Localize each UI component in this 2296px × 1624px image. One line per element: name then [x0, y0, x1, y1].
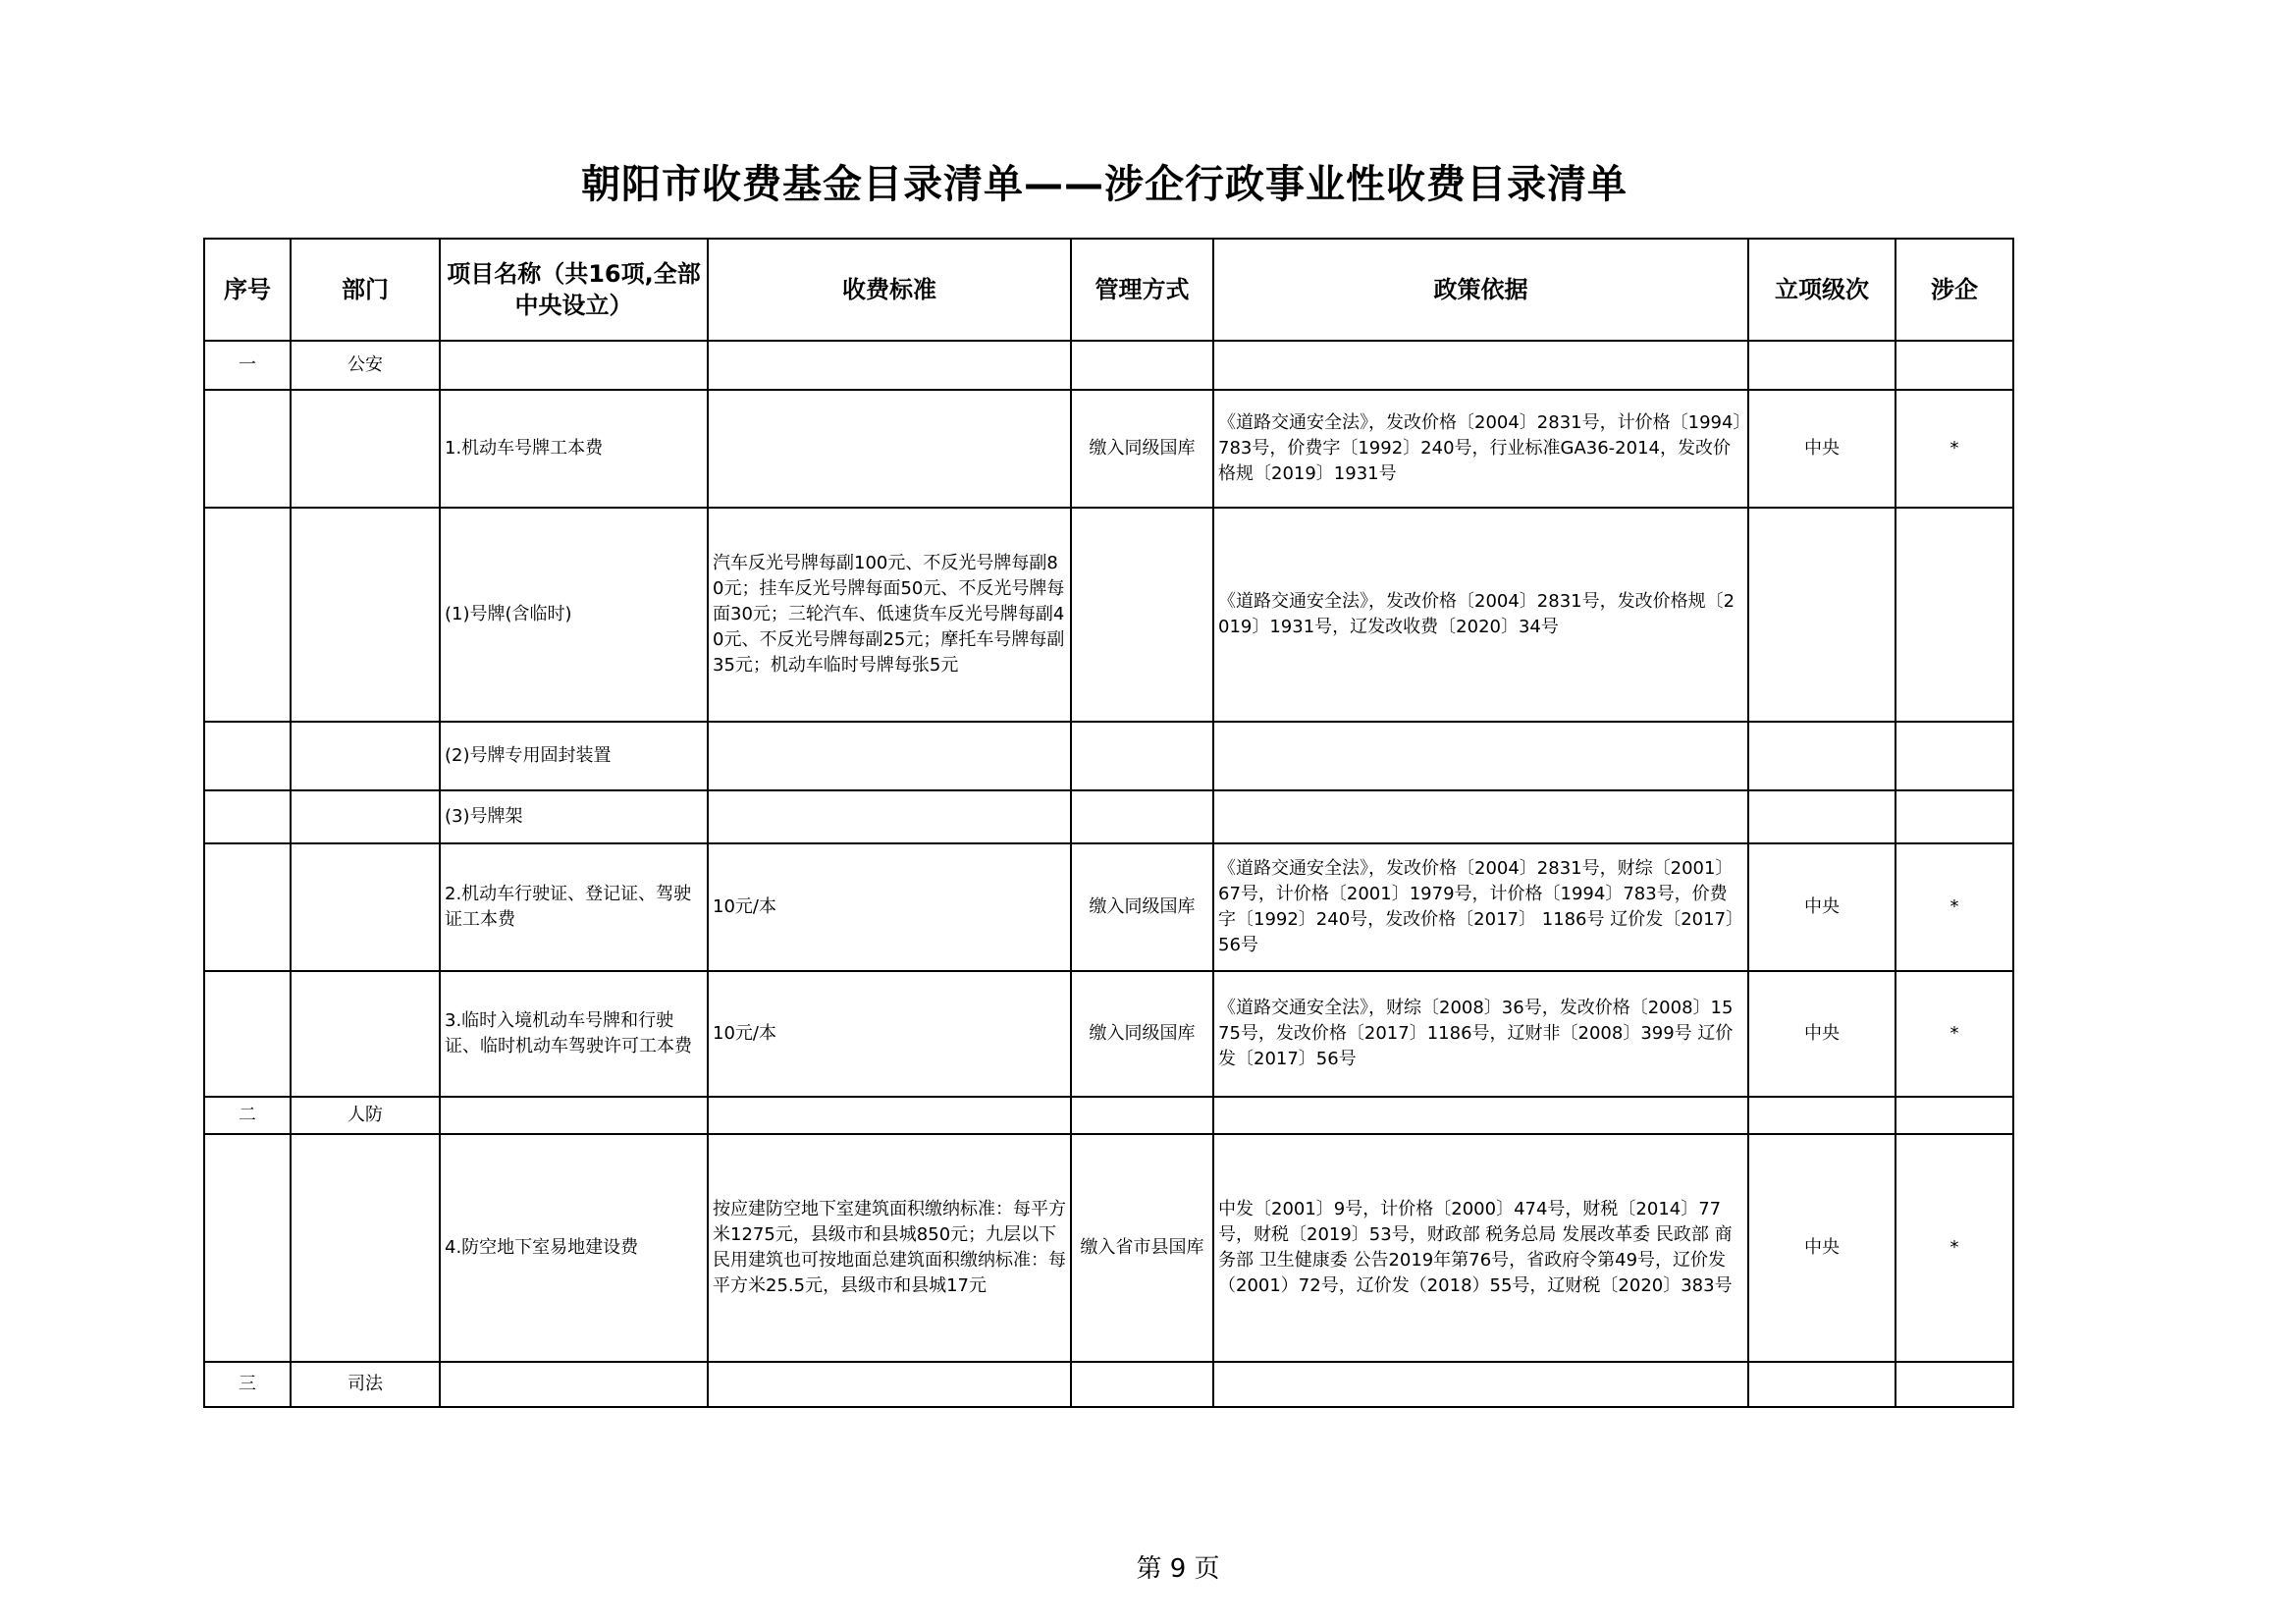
- cell-level: [1748, 508, 1896, 722]
- header-item-name: 项目名称（共16项,全部中央设立）: [440, 239, 708, 341]
- header-seq: 序号: [204, 239, 291, 341]
- table-row: [204, 722, 2013, 790]
- cell-item-name: [440, 341, 708, 390]
- cell-policy-basis: 《道路交通安全法》，发改价格〔2004〕2831号，计价格〔1994〕783号，价费字〔1992〕240号，行业标准GA36-2014，发改价格规〔2019〕1931号: [1213, 390, 1748, 508]
- cell-management: 缴入省市县国库: [1071, 1134, 1213, 1362]
- cell-department: [291, 1134, 440, 1362]
- table-row: [204, 790, 2013, 843]
- cell-management: [1071, 341, 1213, 390]
- cell-policy-basis: 《道路交通安全法》，发改价格〔2004〕2831号，财综〔2001〕67号，计价格〔2001〕1979号，计价格〔1994〕783号，价费字〔1992〕240号，发改价格〔2017〕 1186号 辽价发〔2017〕56号: [1213, 843, 1748, 971]
- table-row: [204, 390, 2013, 508]
- cell-seq: 三: [204, 1362, 291, 1407]
- cell-management: [1071, 1362, 1213, 1407]
- header-enterprise: 涉企: [1896, 239, 2013, 341]
- table-row: [204, 341, 2013, 390]
- cell-department: [291, 722, 440, 790]
- cell-item-name: (3)号牌架: [440, 790, 708, 843]
- cell-enterprise: *: [1896, 843, 2013, 971]
- cell-level: [1748, 1097, 1896, 1134]
- cell-policy-basis: 《道路交通安全法》，财综〔2008〕36号，发改价格〔2008〕1575号，发改价格〔2017〕1186号，辽财非〔2008〕399号 辽价发〔2017〕56号: [1213, 971, 1748, 1097]
- cell-fee-standard: 10元/本: [708, 971, 1071, 1097]
- cell-enterprise: [1896, 508, 2013, 722]
- cell-policy-basis: 中发〔2001〕9号，计价格〔2000〕474号，财税〔2014〕77号，财税〔2019〕53号，财政部 税务总局 发展改革委 民政部 商务部 卫生健康委 公告2019年第76号，省政府令第49号，辽价发（2001）72号，辽价发（2018）55号，辽财税〔2020〕383号: [1213, 1134, 1748, 1362]
- cell-seq: [204, 971, 291, 1097]
- cell-level: [1748, 722, 1896, 790]
- cell-department: [291, 508, 440, 722]
- cell-item-name: [440, 1362, 708, 1407]
- cell-policy-basis: [1213, 790, 1748, 843]
- cell-fee-standard: [708, 390, 1071, 508]
- cell-management: [1071, 722, 1213, 790]
- cell-enterprise: [1896, 722, 2013, 790]
- cell-management: [1071, 1097, 1213, 1134]
- cell-enterprise: *: [1896, 390, 2013, 508]
- cell-level: [1748, 1362, 1896, 1407]
- cell-item-name: 3.临时入境机动车号牌和行驶证、临时机动车驾驶许可工本费: [440, 971, 708, 1097]
- cell-policy-basis: 《道路交通安全法》，发改价格〔2004〕2831号，发改价格规〔2019〕1931号，辽发改收费〔2020〕34号: [1213, 508, 1748, 722]
- cell-fee-standard: [708, 722, 1071, 790]
- cell-fee-standard: 汽车反光号牌每副100元、不反光号牌每副80元；挂车反光号牌每面50元、不反光号牌每面30元；三轮汽车、低速货车反光号牌每副40元、不反光号牌每副25元；摩托车号牌每副35元；机动车临时号牌每张5元: [708, 508, 1071, 722]
- table-row: [204, 1134, 2013, 1362]
- cell-item-name: 4.防空地下室易地建设费: [440, 1134, 708, 1362]
- cell-fee-standard: 按应建防空地下室建筑面积缴纳标准：每平方米1275元，县级市和县城850元；九层以下民用建筑也可按地面总建筑面积缴纳标准：每平方米25.5元，县级市和县城17元: [708, 1134, 1071, 1362]
- cell-item-name: (2)号牌专用固封装置: [440, 722, 708, 790]
- cell-seq: [204, 722, 291, 790]
- cell-item-name: [440, 1097, 708, 1134]
- table-row: [204, 508, 2013, 722]
- cell-level: 中央: [1748, 390, 1896, 508]
- document-title: 朝阳市收费基金目录清单——涉企行政事业性收费目录清单: [581, 162, 1628, 207]
- cell-seq: [204, 843, 291, 971]
- table-row: [204, 1097, 2013, 1134]
- cell-policy-basis: [1213, 1097, 1748, 1134]
- cell-level: 中央: [1748, 1134, 1896, 1362]
- cell-enterprise: *: [1896, 971, 2013, 1097]
- cell-level: 中央: [1748, 971, 1896, 1097]
- cell-level: [1748, 341, 1896, 390]
- cell-department: [291, 390, 440, 508]
- cell-seq: [204, 508, 291, 722]
- cell-management: [1071, 508, 1213, 722]
- cell-seq: 二: [204, 1097, 291, 1134]
- cell-item-name: 1.机动车号牌工本费: [440, 390, 708, 508]
- table-row: [204, 1362, 2013, 1407]
- header-fee-standard: 收费标准: [708, 239, 1071, 341]
- cell-management: [1071, 790, 1213, 843]
- cell-enterprise: *: [1896, 1134, 2013, 1362]
- cell-fee-standard: [708, 1362, 1071, 1407]
- cell-item-name: (1)号牌(含临时): [440, 508, 708, 722]
- cell-department: 公安: [291, 341, 440, 390]
- cell-department: 司法: [291, 1362, 440, 1407]
- fee-catalog-table: [203, 238, 2014, 1408]
- cell-fee-standard: [708, 790, 1071, 843]
- cell-fee-standard: [708, 1097, 1071, 1134]
- page-number: 第 9 页: [1136, 1554, 1220, 1584]
- table-row: [204, 843, 2013, 971]
- cell-management: 缴入同级国库: [1071, 971, 1213, 1097]
- header-department: 部门: [291, 239, 440, 341]
- cell-seq: [204, 1134, 291, 1362]
- cell-level: [1748, 790, 1896, 843]
- table-row: [204, 971, 2013, 1097]
- cell-department: [291, 843, 440, 971]
- header-level: 立项级次: [1748, 239, 1896, 341]
- table-header-row: [204, 239, 2013, 341]
- cell-seq: [204, 790, 291, 843]
- cell-enterprise: [1896, 341, 2013, 390]
- cell-enterprise: [1896, 790, 2013, 843]
- cell-fee-standard: 10元/本: [708, 843, 1071, 971]
- cell-management: 缴入同级国库: [1071, 390, 1213, 508]
- header-policy-basis: 政策依据: [1213, 239, 1748, 341]
- cell-fee-standard: [708, 341, 1071, 390]
- cell-enterprise: [1896, 1362, 2013, 1407]
- cell-level: 中央: [1748, 843, 1896, 971]
- cell-policy-basis: [1213, 722, 1748, 790]
- header-management: 管理方式: [1071, 239, 1213, 341]
- cell-policy-basis: [1213, 1362, 1748, 1407]
- cell-policy-basis: [1213, 341, 1748, 390]
- cell-seq: [204, 390, 291, 508]
- cell-department: [291, 790, 440, 843]
- cell-item-name: 2.机动车行驶证、登记证、驾驶证工本费: [440, 843, 708, 971]
- cell-management: 缴入同级国库: [1071, 843, 1213, 971]
- cell-department: [291, 971, 440, 1097]
- cell-enterprise: [1896, 1097, 2013, 1134]
- cell-department: 人防: [291, 1097, 440, 1134]
- cell-seq: 一: [204, 341, 291, 390]
